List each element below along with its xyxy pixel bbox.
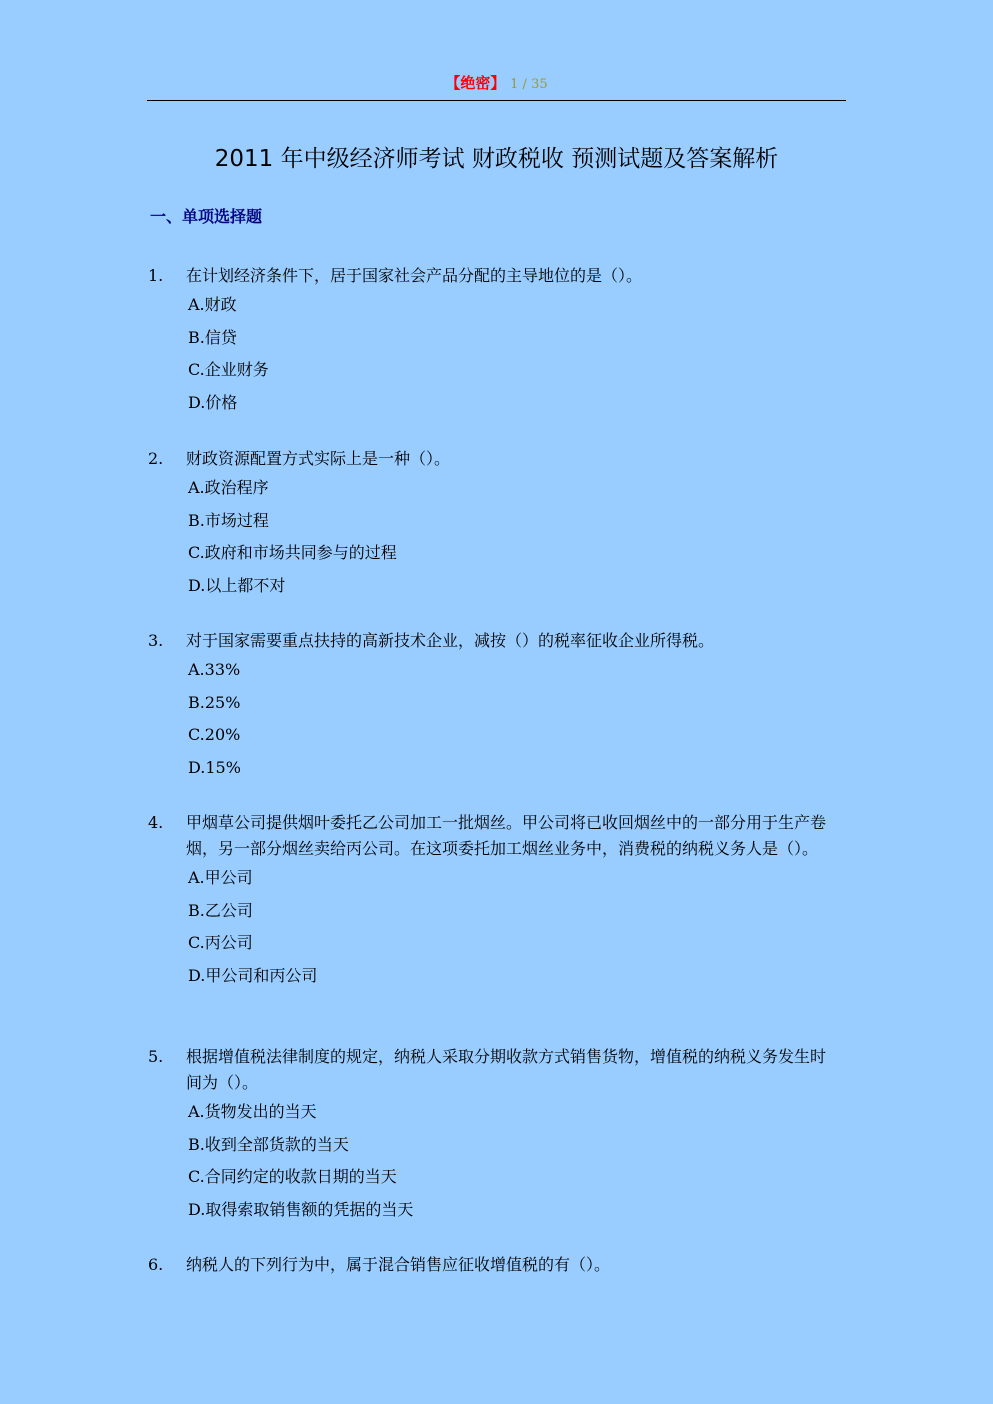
question-number: 2.	[148, 449, 164, 468]
question-number: 4.	[148, 813, 164, 832]
header-divider	[147, 100, 846, 101]
section-heading: 一、单项选择题	[150, 207, 263, 226]
option-d: D.以上都不对	[188, 575, 286, 595]
question-text: 财政资源配置方式实际上是一种（）。	[186, 449, 451, 468]
option-list	[188, 1096, 848, 1226]
option-a: A.甲公司	[188, 868, 253, 887]
option-c: C.合同约定的收款日期的当天	[188, 1167, 397, 1186]
option-list	[188, 862, 848, 992]
question-1	[148, 263, 848, 419]
page-header	[147, 68, 846, 98]
option-c: C.企业财务	[188, 360, 269, 379]
option-c: C.政府和市场共同参与的过程	[188, 543, 397, 562]
option-b: B.25%	[188, 692, 241, 712]
question-2	[148, 446, 848, 602]
question-text: 甲烟草公司提供烟叶委托乙公司加工一批烟丝。甲公司将已收回烟丝中的一部分用于生产卷烟，另一部分烟丝卖给丙公司。在这项委托加工烟丝业务中，消费税的纳税义务人是（）。	[186, 813, 827, 858]
secret-label: 【绝密】	[445, 74, 506, 92]
page-counter: 1 / 35	[510, 77, 548, 92]
question-text: 对于国家需要重点扶持的高新技术企业，减按（）的税率征收企业所得税。	[186, 631, 715, 650]
question-number: 1.	[148, 266, 164, 285]
question-text: 纳税人的下列行为中，属于混合销售应征收增值税的有（）。	[186, 1255, 611, 1274]
question-number: 5.	[148, 1047, 164, 1066]
question-5	[148, 1044, 848, 1226]
question-text: 根据增值税法律制度的规定，纳税人采取分期收款方式销售货物，增值税的纳税义务发生时间为（）。	[186, 1047, 827, 1092]
option-list	[188, 289, 848, 419]
question-4	[148, 810, 848, 992]
option-b: B.收到全部货款的当天	[188, 1134, 349, 1154]
option-a: A.政治程序	[188, 478, 269, 497]
option-list	[188, 654, 848, 784]
option-c: C.丙公司	[188, 933, 253, 952]
option-d: D.价格	[188, 392, 238, 412]
option-d: D.取得索取销售额的凭据的当天	[188, 1199, 414, 1219]
option-b: B.信贷	[188, 327, 237, 347]
question-number: 3.	[148, 631, 164, 650]
option-b: B.乙公司	[188, 900, 253, 920]
option-b: B.市场过程	[188, 510, 269, 530]
document-title: 2011 年中级经济师考试 财政税收 预测试题及答案解析	[214, 146, 779, 172]
option-d: D.甲公司和丙公司	[188, 965, 318, 985]
question-3	[148, 628, 848, 784]
question-number: 6.	[148, 1255, 164, 1274]
option-d: D.15%	[188, 757, 241, 777]
option-list	[188, 472, 848, 602]
option-a: A.33%	[188, 660, 241, 679]
option-a: A.财政	[188, 295, 237, 314]
question-text: 在计划经济条件下，居于国家社会产品分配的主导地位的是（）。	[186, 266, 643, 285]
question-6	[148, 1252, 848, 1278]
option-c: C.20%	[188, 725, 241, 744]
option-a: A.货物发出的当天	[188, 1102, 317, 1121]
